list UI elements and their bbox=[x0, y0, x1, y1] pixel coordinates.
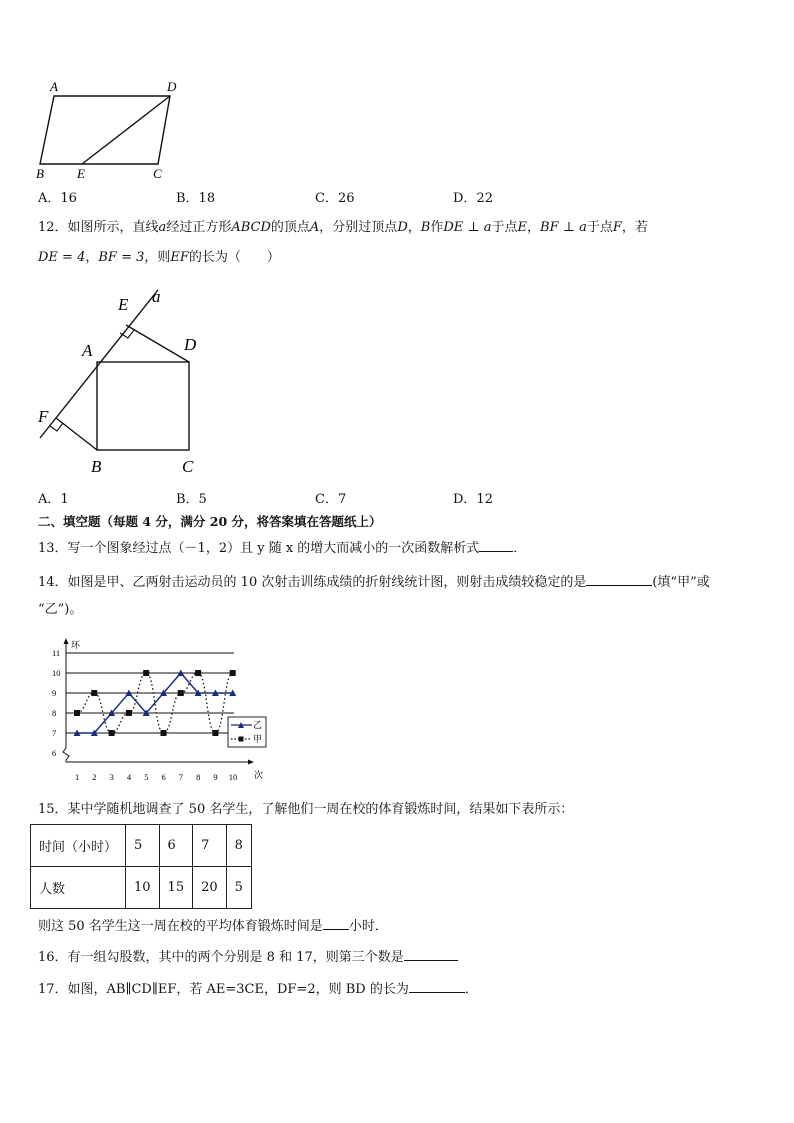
label-c: C bbox=[153, 166, 162, 180]
square-abcd bbox=[97, 362, 189, 450]
x-tick-label: 10 bbox=[228, 772, 238, 782]
series-jia-point bbox=[143, 670, 149, 676]
q12-stem-line1: 12．如图所示，直线a经过正方形ABCD的顶点A，分别过顶点D，B作DE ⊥ a于点E，BF ⊥ a于点F，若 bbox=[38, 220, 648, 235]
segment-bf bbox=[56, 418, 97, 450]
q11-parallelogram-figure bbox=[30, 76, 190, 180]
label-f: F bbox=[38, 407, 49, 426]
q15-data-table bbox=[30, 824, 252, 909]
x-tick-label: 8 bbox=[196, 772, 201, 782]
q14-stem-line2: “乙”)。 bbox=[38, 602, 83, 617]
right-angle-mark-f bbox=[50, 423, 63, 431]
table-row bbox=[31, 867, 252, 909]
section-2-heading: 二、填空题（每题 4 分，满分 20 分，将答案填在答题纸上） bbox=[38, 514, 382, 529]
x-tick-label: 2 bbox=[92, 772, 97, 782]
series-jia-point bbox=[126, 710, 132, 716]
right-angle-mark-e bbox=[120, 330, 134, 338]
label-c: C bbox=[182, 457, 194, 476]
label-b: B bbox=[36, 166, 44, 180]
q12-option-c: C．7 bbox=[315, 492, 347, 507]
x-tick-label: 9 bbox=[213, 772, 218, 782]
table-cell: 15 bbox=[159, 867, 193, 909]
x-axis-label: 次 bbox=[254, 770, 264, 780]
q11-option-a: A．16 bbox=[38, 191, 77, 206]
x-tick-label: 3 bbox=[109, 772, 114, 782]
label-d: D bbox=[184, 335, 197, 354]
x-axis-arrow bbox=[248, 760, 254, 765]
y-tick-label: 9 bbox=[52, 688, 57, 698]
q15-answer-blank[interactable] bbox=[323, 916, 349, 930]
table-cell: 20 bbox=[193, 867, 227, 909]
series-jia-point bbox=[230, 670, 236, 676]
q13-answer-blank[interactable] bbox=[479, 538, 513, 552]
x-tick-label: 7 bbox=[178, 772, 184, 782]
series-jia-point bbox=[195, 670, 201, 676]
series-jia-point bbox=[212, 730, 218, 736]
line-a bbox=[40, 290, 158, 438]
y-tick-label: 7 bbox=[52, 728, 57, 738]
q14-answer-blank[interactable] bbox=[586, 572, 652, 586]
table-cell: 5 bbox=[226, 867, 251, 909]
q12-square-figure bbox=[34, 284, 214, 480]
q14-stem-line1: 14．如图是甲、乙两射击运动员的 10 次射击训练成绩的折射线统计图，则射击成绩较稳定的是 (填“甲”或 bbox=[38, 572, 710, 593]
q11-option-b: B．18 bbox=[176, 191, 216, 206]
q12-stem-line2: DE = 4，BF = 3，则EF的长为（ ） bbox=[38, 250, 280, 265]
series-jia-point bbox=[109, 730, 115, 736]
q15-followup: 则这 50 名学生这一周在校的平均体育锻炼时间是 小时． bbox=[38, 916, 388, 937]
series-jia-point bbox=[178, 690, 184, 696]
q13-stem: 13．写一个图象经过点（－1，2）且 y 随 x 的增大而减小的一次函数解析式 ． bbox=[38, 538, 526, 559]
y-tick-label: 8 bbox=[52, 708, 57, 718]
label-a: A bbox=[50, 79, 58, 94]
series-jia-point bbox=[161, 730, 167, 736]
legend-jia-label: 甲 bbox=[253, 734, 263, 744]
segment-de bbox=[82, 96, 170, 164]
q15-stem: 15．某中学随机地调查了 50 名学生，了解他们一周在校的体育锻炼时间，结果如下表所示： bbox=[38, 802, 574, 817]
series-jia-point bbox=[91, 690, 97, 696]
y-tick-label: 6 bbox=[52, 748, 57, 758]
label-d: D bbox=[167, 79, 177, 94]
q12-option-b: B．5 bbox=[176, 492, 207, 507]
q12-option-a: A．1 bbox=[38, 492, 69, 507]
table-cell: 10 bbox=[126, 867, 160, 909]
q11-option-c: C．26 bbox=[315, 191, 355, 206]
table-cell: 8 bbox=[226, 825, 251, 867]
label-a: A bbox=[82, 341, 93, 360]
x-tick-label: 1 bbox=[75, 772, 80, 782]
q16-stem: 16．有一组勾股数，其中的两个分别是 8 和 17，则第三个数是 bbox=[38, 947, 458, 968]
series-jia-point bbox=[74, 710, 80, 716]
q17-answer-blank[interactable] bbox=[409, 979, 465, 993]
y-tick-label: 11 bbox=[52, 648, 61, 658]
x-tick-label: 5 bbox=[144, 772, 149, 782]
q11-option-d: D．22 bbox=[453, 191, 493, 206]
legend-jia-marker bbox=[239, 737, 244, 742]
table-cell: 5 bbox=[126, 825, 160, 867]
label-a-line: a bbox=[152, 287, 161, 306]
q16-answer-blank[interactable] bbox=[404, 947, 458, 961]
q14-shooting-line-chart bbox=[48, 636, 278, 784]
x-tick-label: 6 bbox=[161, 772, 166, 782]
table-cell: 时间（小时） bbox=[31, 825, 126, 867]
table-cell: 6 bbox=[159, 825, 193, 867]
label-e: E bbox=[118, 295, 129, 314]
table-cell: 7 bbox=[193, 825, 227, 867]
label-b: B bbox=[91, 457, 102, 476]
table-cell: 人数 bbox=[31, 867, 126, 909]
q12-option-d: D．12 bbox=[453, 492, 493, 507]
parallelogram-abcd bbox=[40, 96, 170, 164]
y-axis-label: 环 bbox=[71, 640, 81, 650]
label-e: E bbox=[77, 166, 85, 180]
q17-stem: 17．如图，AB∥CD∥EF，若 AE=3CE，DF=2，则 BD 的长为 ． bbox=[38, 979, 478, 1000]
segment-de bbox=[126, 325, 189, 362]
y-axis-arrow bbox=[64, 638, 69, 644]
x-tick-label: 4 bbox=[126, 772, 132, 782]
y-axis-break bbox=[63, 748, 69, 762]
y-tick-label: 10 bbox=[52, 668, 61, 678]
table-row bbox=[31, 825, 252, 867]
legend-yi-label: 乙 bbox=[253, 720, 263, 730]
